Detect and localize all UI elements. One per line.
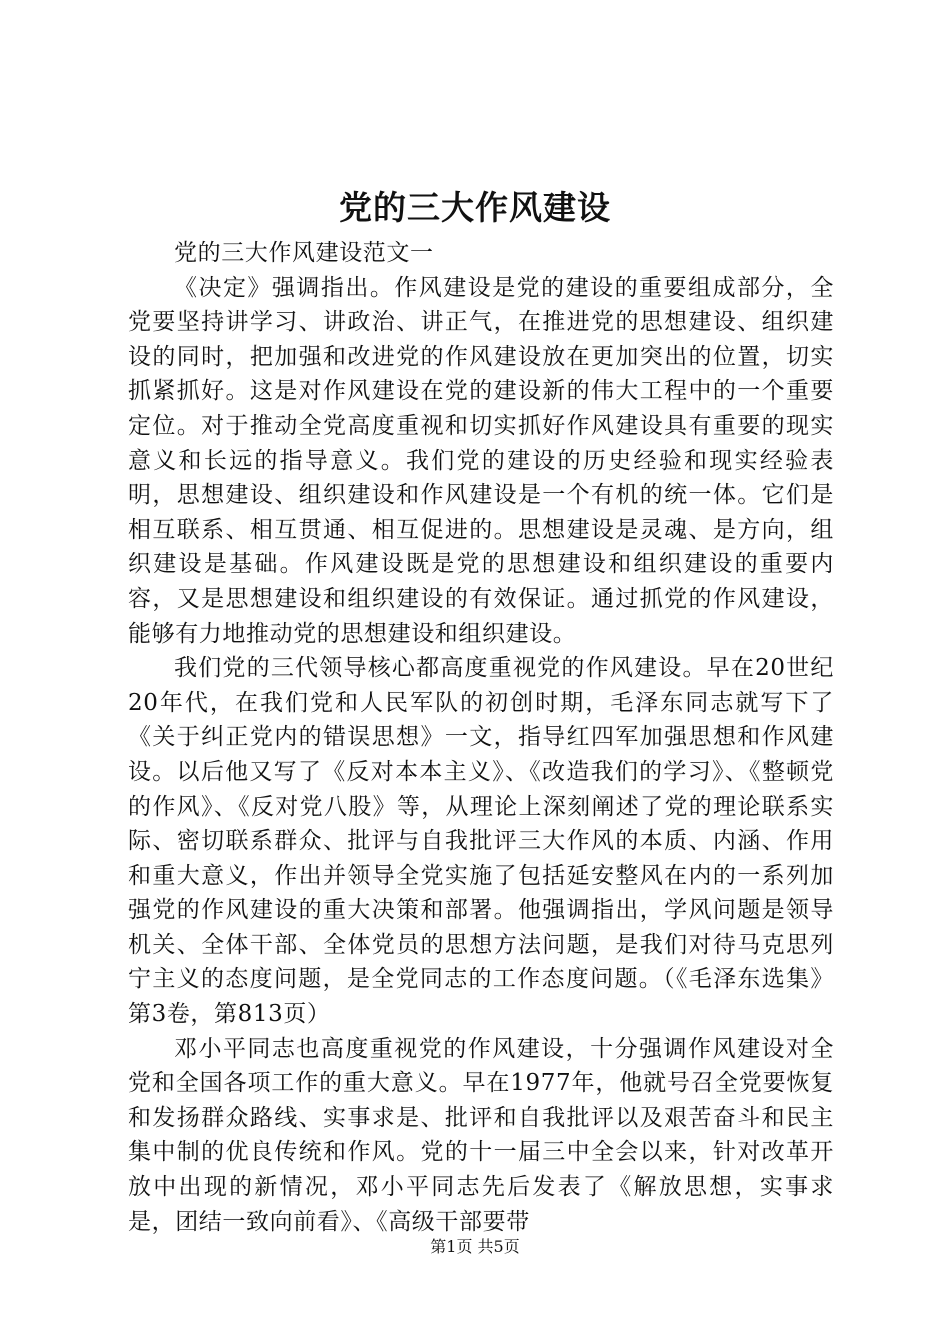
- paragraph: 邓小平同志也高度重视党的作风建设，十分强调作风建设对全党和全国各项工作的重大意义。早在1977年，他就号召全党要恢复和发扬群众路线、实事求是、批评和自我批评以及艰苦奋斗和民主集中制的优良传统和作风。党的十一届三中全会以来，针对改革开放中出现的新情况，邓小平同志先后发表了《解放思想，实事求是，团结一致向前看》、《高级干部要带: [128, 1035, 834, 1235]
- paragraph: 《决定》强调指出。作风建设是党的建设的重要组成部分，全党要坚持讲学习、讲政治、讲正气，在推进党的思想建设、组织建设的同时，把加强和改进党的作风建设放在更加突出的位置，切实抓紧抓好。这是对作风建设在党的建设新的伟大工程中的一个重要定位。对于推动全党高度重视和切实抓好作风建设具有重要的现实意义和长远的指导意义。我们党的建设的历史经验和现实经验表明，思想建设、组织建设和作风建设是一个有机的统一体。它们是相互联系、相互贯通、相互促进的。思想建设是灵魂、是方向，组织建设是基础。作风建设既是党的思想建设和组织建设的重要内容，又是思想建设和组织建设的有效保证。通过抓党的作风建设，能够有力地推动党的思想建设和组织建设。: [128, 274, 834, 647]
- page-title: 党的三大作风建设: [339, 188, 611, 227]
- page-number-footer: 第1页 共5页: [430, 1237, 520, 1256]
- subtitle: 党的三大作风建设范文一: [174, 240, 434, 266]
- paragraph: 我们党的三代领导核心都高度重视党的作风建设。早在20世纪20年代，在我们党和人民军队的初创时期，毛泽东同志就写下了《关于纠正党内的错误思想》一文，指导红四军加强思想和作风建设。以后他又写了《反对本本主义》、《改造我们的学习》、《整顿党的作风》、《反对党八股》等，从理论上深刻阐述了党的理论联系实际、密切联系群众、批评与自我批评三大作风的本质、内涵、作用和重大意义，作出并领导全党实施了包括延安整风在内的一系列加强党的作风建设的重大决策和部署。他强调指出，学风问题是领导机关、全体干部、全体党员的思想方法问题，是我们对待马克思列宁主义的态度问题，是全党同志的工作态度问题。（《毛泽东选集》第3卷，第813页）: [128, 655, 834, 1028]
- document-body: [128, 236, 834, 1239]
